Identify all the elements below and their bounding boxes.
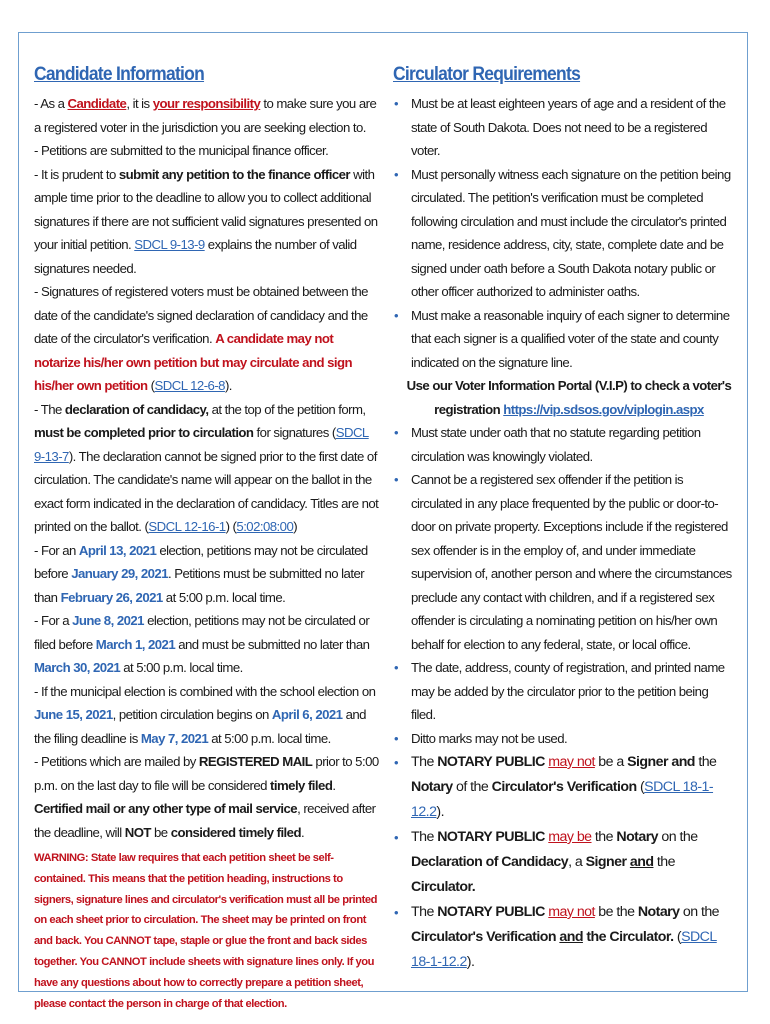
date-text: March 30, 2021 <box>34 660 121 675</box>
candidate-paragraph-registered <box>34 92 379 139</box>
list-item <box>393 727 735 751</box>
text: ( <box>147 378 155 393</box>
bold-text: considered timely filed <box>170 824 301 840</box>
text: at the top of the petition form, <box>208 401 366 417</box>
bold-underlined-text: and <box>559 929 583 945</box>
list-item <box>393 468 735 656</box>
list-item <box>393 421 735 468</box>
bold-text: Certified mail or any other type of mail service <box>34 801 298 816</box>
bold-text: Circulator's Verification <box>491 779 637 795</box>
candidate-information-heading: Candidate Information <box>34 64 205 85</box>
date-text: January 29, 2021 <box>71 566 168 581</box>
list-item-text: Must be at least eighteen years of age and a resident of the state of South Dakota. Does not need to be a registered voter. <box>411 96 726 158</box>
text: , received after the deadline, will <box>34 801 376 840</box>
bullet-icon: • <box>394 472 399 487</box>
list-item <box>393 163 735 304</box>
list-item-notary-not-circulator <box>393 900 735 975</box>
bold-text: Notary <box>411 779 453 795</box>
bullet-icon: • <box>394 905 399 920</box>
bullet-icon: • <box>394 96 399 111</box>
circulator-requirements-heading: Circulator Requirements <box>393 64 581 85</box>
text: - It is prudent to <box>34 166 119 182</box>
candidate-paragraph-june-election <box>34 609 379 680</box>
rule-5-02-08-00-link[interactable]: 5:02:08:00 <box>236 519 294 534</box>
sdcl-9-13-7-link[interactable]: SDCL 9-13-7 <box>34 425 369 464</box>
list-item-text: Cannot be a registered sex offender if the petition is circulated in any place frequented by the public or door-to-door on private property. Exceptions include if the registered sex offender is in the employ of, and under immediate supervision of, another person and where the circumstances preclude any contact with children, and if a registered sex offender is circulating a nominating petition on his/her own behalf for election to any federal, state, or local office. <box>411 472 732 652</box>
candidate-paragraph-prudent <box>34 163 379 281</box>
text: election, petitions may not be circulated before <box>34 542 368 581</box>
text: The <box>411 754 438 770</box>
text: , a <box>568 854 586 870</box>
vip-text: Use our Voter Information Portal (V.I.P) to check a voter's registration <box>406 378 732 417</box>
candidate-information-column <box>34 62 379 1014</box>
text: prior to 5:00 p.m. on the last day to file will be considered <box>34 754 379 793</box>
bold-text: NOT <box>124 824 151 840</box>
candidate-paragraph-school-election <box>34 680 379 751</box>
text: ). <box>224 378 232 393</box>
list-item-text: Must make a reasonable inquiry of each signer to determine that each signer is a qualified voter of the state and county indicated on the signature line. <box>411 307 730 370</box>
bold-text: submit any petition to the finance officer <box>118 166 350 182</box>
may-not-emphasis: may not <box>548 754 595 770</box>
text: for signatures ( <box>253 425 336 440</box>
text: - For a <box>34 613 73 628</box>
text: explains the number of valid signatures needed. <box>34 237 357 276</box>
your-responsibility-emphasis: your responsibility <box>152 96 261 111</box>
bold-underlined-text: and <box>629 854 654 870</box>
list-item <box>393 656 735 727</box>
bold-text: Notary <box>616 829 659 845</box>
text: - The <box>34 401 65 417</box>
bullet-icon: • <box>394 166 399 182</box>
may-be-emphasis: may be <box>548 829 592 845</box>
candidate-paragraph-april-election <box>34 539 379 610</box>
text: and must be submitted no later than <box>175 636 370 652</box>
text: , it is <box>126 96 153 111</box>
text: the <box>694 754 717 770</box>
text: - As a <box>34 96 68 111</box>
text: of the <box>452 779 492 795</box>
bold-text: must be completed prior to circulation <box>34 425 254 440</box>
text: and the filing deadline is <box>34 707 366 746</box>
bullet-icon: • <box>394 830 399 845</box>
text: to make sure you are a registered voter in the jurisdiction you are seeking election to. <box>34 96 377 135</box>
bullet-icon: • <box>394 730 399 746</box>
text: on the <box>658 829 698 845</box>
text: be the <box>594 904 638 920</box>
list-item <box>393 304 735 375</box>
text: . <box>332 777 336 793</box>
bold-text: NOTARY PUBLIC <box>437 904 545 920</box>
text: ). <box>466 954 475 970</box>
text: at 5:00 p.m. local time. <box>162 589 286 605</box>
list-item-text: Must state under oath that no statute regarding petition circulation was knowingly violated. <box>411 425 701 464</box>
text: at 5:00 p.m. local time. <box>120 660 243 675</box>
list-item-text: Must personally witness each signature on the petition being circulated. The petition's verification must be completed following circulation and must include the circulator's printed name, residence address, city, state, complete date and be signed under oath before a South Dakota notary public or other officer authorized to administer oaths. <box>411 166 731 299</box>
text: The <box>411 904 438 920</box>
sdcl-9-13-9-link[interactable]: SDCL 9-13-9 <box>134 237 205 252</box>
list-item-notary-may-be <box>393 825 735 900</box>
text: the <box>591 829 617 845</box>
bold-text: NOTARY PUBLIC <box>437 754 545 770</box>
list-item-text: The date, address, county of registration, and printed name may be added by the circulator prior to the petition being filed. <box>411 660 725 722</box>
warning-paragraph: WARNING: State law requires that each petition sheet be self-contained. This means that the petition heading, instructions to signers, signature lines and circulator's verification must all be printed on each sheet prior to circulation. The sheet may be printed on front and back. You CANNOT tape, staple or glue the front and back sides together. You CANNOT include sheets with signature lines only. If you have any questions about how to correctly prepare a petition sheet, please contact the person in charge of that election. <box>34 852 378 1010</box>
sdcl-12-16-1-link[interactable]: SDCL 12-16-1 <box>148 519 226 534</box>
text: - For an <box>34 542 79 558</box>
text: , petition circulation begins on <box>112 707 272 722</box>
bold-text: REGISTERED MAIL <box>198 754 313 769</box>
text: ). <box>436 804 444 820</box>
bold-text: Notary <box>637 904 680 920</box>
text: - If the municipal election is combined with the school election on <box>34 683 376 699</box>
vip-paragraph <box>393 374 735 421</box>
date-text: April 13, 2021 <box>78 542 157 558</box>
text: be a <box>594 754 628 770</box>
bullet-icon: • <box>394 307 399 323</box>
text: ) ( <box>225 519 237 534</box>
list-item-text: Ditto marks may not be used. <box>411 730 568 746</box>
text: The <box>411 829 438 845</box>
candidate-emphasis: Candidate <box>67 96 127 111</box>
text: the <box>653 854 675 870</box>
candidate-paragraph-signatures <box>34 280 379 398</box>
sdcl-18-1-12-2-link[interactable]: SDCL 18-1-12.2 <box>411 929 717 970</box>
candidate-paragraph-mail <box>34 750 379 844</box>
circulator-requirements-list-continued <box>393 421 735 975</box>
list-item-notary-not-signer <box>393 750 735 825</box>
text: at 5:00 p.m. local time. <box>208 730 331 746</box>
text: on the <box>679 904 720 920</box>
text: ). The declaration cannot be signed prior to the first date of circulation. The candidate's name will appear on the ballot in the exact form indicated in the declaration of candidacy. Titles are not printed on the ballot. ( <box>34 448 379 534</box>
bold-text: Circulator's Verification <box>411 929 556 945</box>
bullet-icon: • <box>394 425 399 440</box>
bullet-icon: • <box>394 660 399 675</box>
text: be <box>150 824 171 840</box>
date-text: June 15, 2021 <box>34 707 113 722</box>
notarize-warning-text: A candidate may not notarize his/her own petition but may circulate and sign his/her own petition <box>34 331 352 393</box>
bold-text: Signer <box>585 854 627 870</box>
bold-text: Circulator. <box>411 879 476 895</box>
date-text: February 26, 2021 <box>60 589 163 605</box>
sdcl-18-1-12-2-link[interactable]: SDCL 18-1-12.2 <box>411 779 714 820</box>
bold-text: timely filed <box>270 777 333 793</box>
candidate-paragraph-finance-officer: - Petitions are submitted to the municipal finance officer. <box>34 143 329 158</box>
bold-text: Declaration of Candidacy <box>411 854 569 870</box>
text: - Petitions which are mailed by <box>34 754 199 769</box>
date-text: May 7, 2021 <box>140 730 209 746</box>
text: election, petitions may not be circulated or filed before <box>34 613 370 652</box>
candidate-paragraph-declaration <box>34 398 379 539</box>
circulator-requirements-column <box>393 62 735 975</box>
bold-text: Signer and <box>627 754 695 770</box>
date-text: April 6, 2021 <box>271 707 343 722</box>
date-text: June 8, 2021 <box>72 613 144 628</box>
vip-portal-link[interactable]: https://vip.sdsos.gov/viplogin.aspx <box>503 401 704 417</box>
text: with ample time prior to the deadline to allow you to collect additional signatures if there are not sufficient valid signatures presented on your initial petition. <box>34 166 378 252</box>
text: ( <box>673 929 682 945</box>
bold-text: declaration of candidacy, <box>64 401 209 417</box>
bullet-icon: • <box>394 755 399 770</box>
circulator-requirements-list <box>393 92 735 374</box>
text: . Petitions must be submitted no later than <box>34 566 365 605</box>
date-text: March 1, 2021 <box>95 636 176 652</box>
text: . <box>300 824 305 840</box>
text: ) <box>293 519 298 534</box>
bold-text: the Circulator. <box>586 929 674 945</box>
bold-text: NOTARY PUBLIC <box>437 829 545 845</box>
sdcl-12-6-8-link[interactable]: SDCL 12-6-8 <box>154 378 225 393</box>
list-item <box>393 92 735 163</box>
text: - Signatures of registered voters must be obtained between the date of the candidate's signed declaration of candidacy and the date of the circulator's verification. <box>34 284 368 346</box>
may-not-emphasis: may not <box>548 904 595 920</box>
text: ( <box>636 779 645 795</box>
